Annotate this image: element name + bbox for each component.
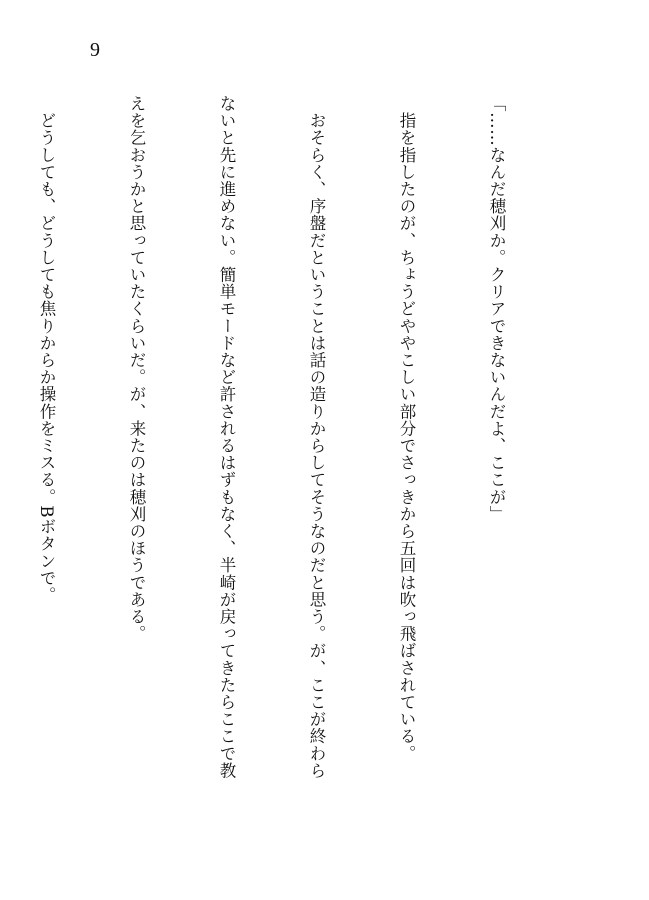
text-line: 指を指したのが、ちょうどややこしい部分でさっきから五回は吹っ飛ばされている。 <box>397 95 416 762</box>
text-line: 「……なんだ穂刈か。クリアできないんだよ、ここが」 <box>487 95 506 523</box>
text-line: どうしても、どうしても焦りからか操作をミスる。Bボタンで。 <box>37 95 56 604</box>
body-text <box>0 95 571 835</box>
text-line: おそらく、序盤だということは話の造りからしてそうなのだと思う。が、ここが終わら <box>307 95 326 779</box>
text-line: ないと先に進めない。簡単モードなど許されるはずもなく、半崎が戻ってきたらここで教 <box>217 95 236 779</box>
text-line: えを乞おうかと思っていたくらいだ。が、来たのは穂刈のほうである。 <box>127 95 146 643</box>
page-number: 9 <box>90 39 100 61</box>
